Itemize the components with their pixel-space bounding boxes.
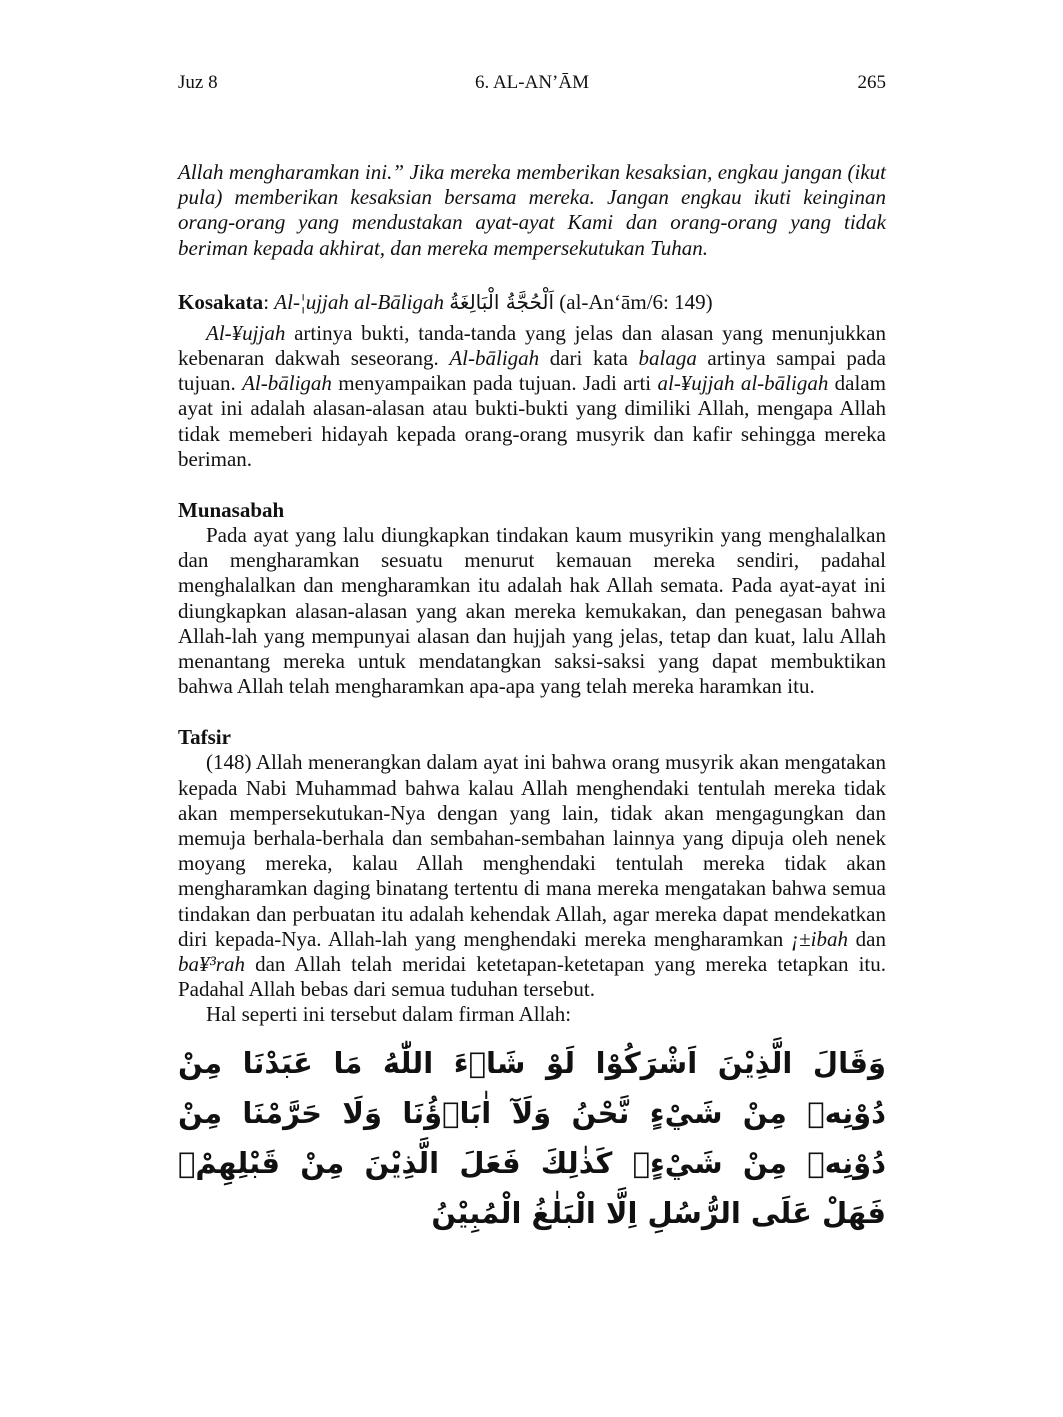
text-span: artinya bukti, tanda-tanda yang jelas dan alasan yang menunjukkan kebenaran dakwah seseorang. bbox=[178, 320, 886, 371]
term-sa-ibah: ¡±ibah bbox=[790, 926, 848, 951]
tafsir-section bbox=[178, 725, 886, 1237]
term-bahirah: ba¥³rah bbox=[178, 952, 245, 977]
term-baligah: Al-bāligah bbox=[449, 346, 540, 371]
kosakata-arabic: اَلْحُجَّةُ الْبَالِغَةُ bbox=[449, 289, 554, 314]
page-number: 265 bbox=[857, 72, 886, 93]
tafsir-paragraph bbox=[178, 750, 886, 1002]
surah-title: 6. AL-AN’ĀM bbox=[475, 72, 589, 93]
verse-translation bbox=[178, 160, 886, 261]
kosakata-heading: Kosakata: Al-¦ujjah al-Bāligah اَلْحُجَّةُ الْبَالِغَةُ (al-An‘ām/6: 149) bbox=[178, 289, 713, 314]
tafsir-lead-in: Hal seperti ini tersebut dalam firman Allah: bbox=[206, 1002, 572, 1027]
munasabah-title: Munasabah bbox=[178, 498, 285, 523]
kosakata-reference: (al-An‘ām/6: 149) bbox=[559, 289, 713, 314]
term-hujjah: Al-¥ujjah bbox=[206, 320, 286, 345]
text-span: dan Allah telah meridai ketetapan-ketetapan yang mereka tetapkan itu. Padahal Allah bebas dari semua tuduhan tersebut. bbox=[178, 952, 886, 1002]
quran-verse: وَقَالَ الَّذِيْنَ اَشْرَكُوْا لَوْ شَاۤءَ اللّٰهُ مَا عَبَدْنَا مِنْ دُوْنِهٖ مِنْ شَيْءٍ نَّحْنُ وَلَآ اٰبَاۤؤُنَا وَلَا حَرَّمْنَا مِنْ دُوْنِهٖ مِنْ شَيْءٍۗ كَذٰلِكَ فَعَلَ الَّذِيْنَ مِنْ قَبْلِهِمْۚ فَهَلْ عَلَى الرُّسُلِ اِلَّا الْبَلٰغُ الْمُبِيْنُ bbox=[178, 1045, 886, 1230]
translation-text: Allah mengharamkan ini.” Jika mereka memberikan kesaksian, engkau jangan (ikut pula) memberikan kesaksian bersama mereka. Jangan engkau ikuti keinginan orang-orang yang mendustakan ayat-ayat Kami dan orang-orang yang tidak beriman kepada akhirat, dan mereka mempersekutukan Tuhan. bbox=[178, 160, 886, 260]
kosakata-term: Al-¦ujjah al-Bāligah bbox=[274, 289, 444, 314]
text-span: dari kata bbox=[539, 346, 639, 371]
text-span: dalam ayat ini adalah alasan-alasan atau bukti-bukti yang dimiliki Allah, mengapa Allah tidak memeberi hidayah kepada orang-orang musyrik dan kafir sehingga mereka beriman. bbox=[178, 371, 886, 471]
kosakata-label: Kosakata bbox=[178, 289, 264, 314]
page bbox=[178, 72, 886, 1238]
tafsir-title: Tafsir bbox=[178, 725, 231, 750]
running-header bbox=[178, 72, 886, 104]
term-hujjah-baligah: al-¥ujjah al-bāligah bbox=[657, 371, 829, 396]
text-span: menyampaikan pada tujuan. Jadi arti bbox=[331, 371, 658, 396]
munasabah-section bbox=[178, 498, 886, 699]
juz-label: Juz 8 bbox=[178, 72, 218, 93]
term-baligah: Al-bāligah bbox=[242, 371, 332, 396]
kosakata-explanation bbox=[178, 321, 886, 472]
text-span: artinya sampai pada tujuan. bbox=[178, 346, 886, 396]
term-balaga: balaga bbox=[638, 346, 697, 371]
munasabah-text: Pada ayat yang lalu diungkapkan tindakan kaum musyrikin yang menghalalkan dan mengharamkan sesuatu menurut kemauan mereka sendiri, padahal menghalalkan dan mengharamkan itu adalah hak Allah semata. Pada ayat-ayat ini diungkapkan alasan-alasan yang akan mereka kemukakan, dan penegasan bahwa Allah-lah yang mempunyai alasan dan hujjah yang jelas, tetap dan kuat, lalu Allah menantang mereka untuk mendatangkan saksi-saksi yang dapat membuktikan bahwa Allah telah mengharamkan apa-apa yang telah mereka haramkan itu. bbox=[178, 523, 886, 699]
text-span: dan bbox=[848, 926, 887, 951]
text-span: (148) Allah menerangkan dalam ayat ini bahwa orang musyrik akan mengatakan kepada Nabi Muhammad bahwa kalau Allah menghendaki tentulah mereka tidak akan mempersekutukan-Nya dengan yang lain, tidak akan mengagungkan dan memuja berhala-berhala dan sembahan-sembahan lainnya yang dipuja oleh nenek moyang mereka, kalau Allah menghendaki tentulah mereka tidak akan mengharamkan daging binatang tertentu di mana mereka mengatakan bahwa semua tindakan dan perbuatan itu adalah kehendak Allah, agar mereka dapat mendekatkan diri kepada-Nya. Allah-lah yang menghendaki mereka mengharamkan bbox=[178, 750, 886, 951]
